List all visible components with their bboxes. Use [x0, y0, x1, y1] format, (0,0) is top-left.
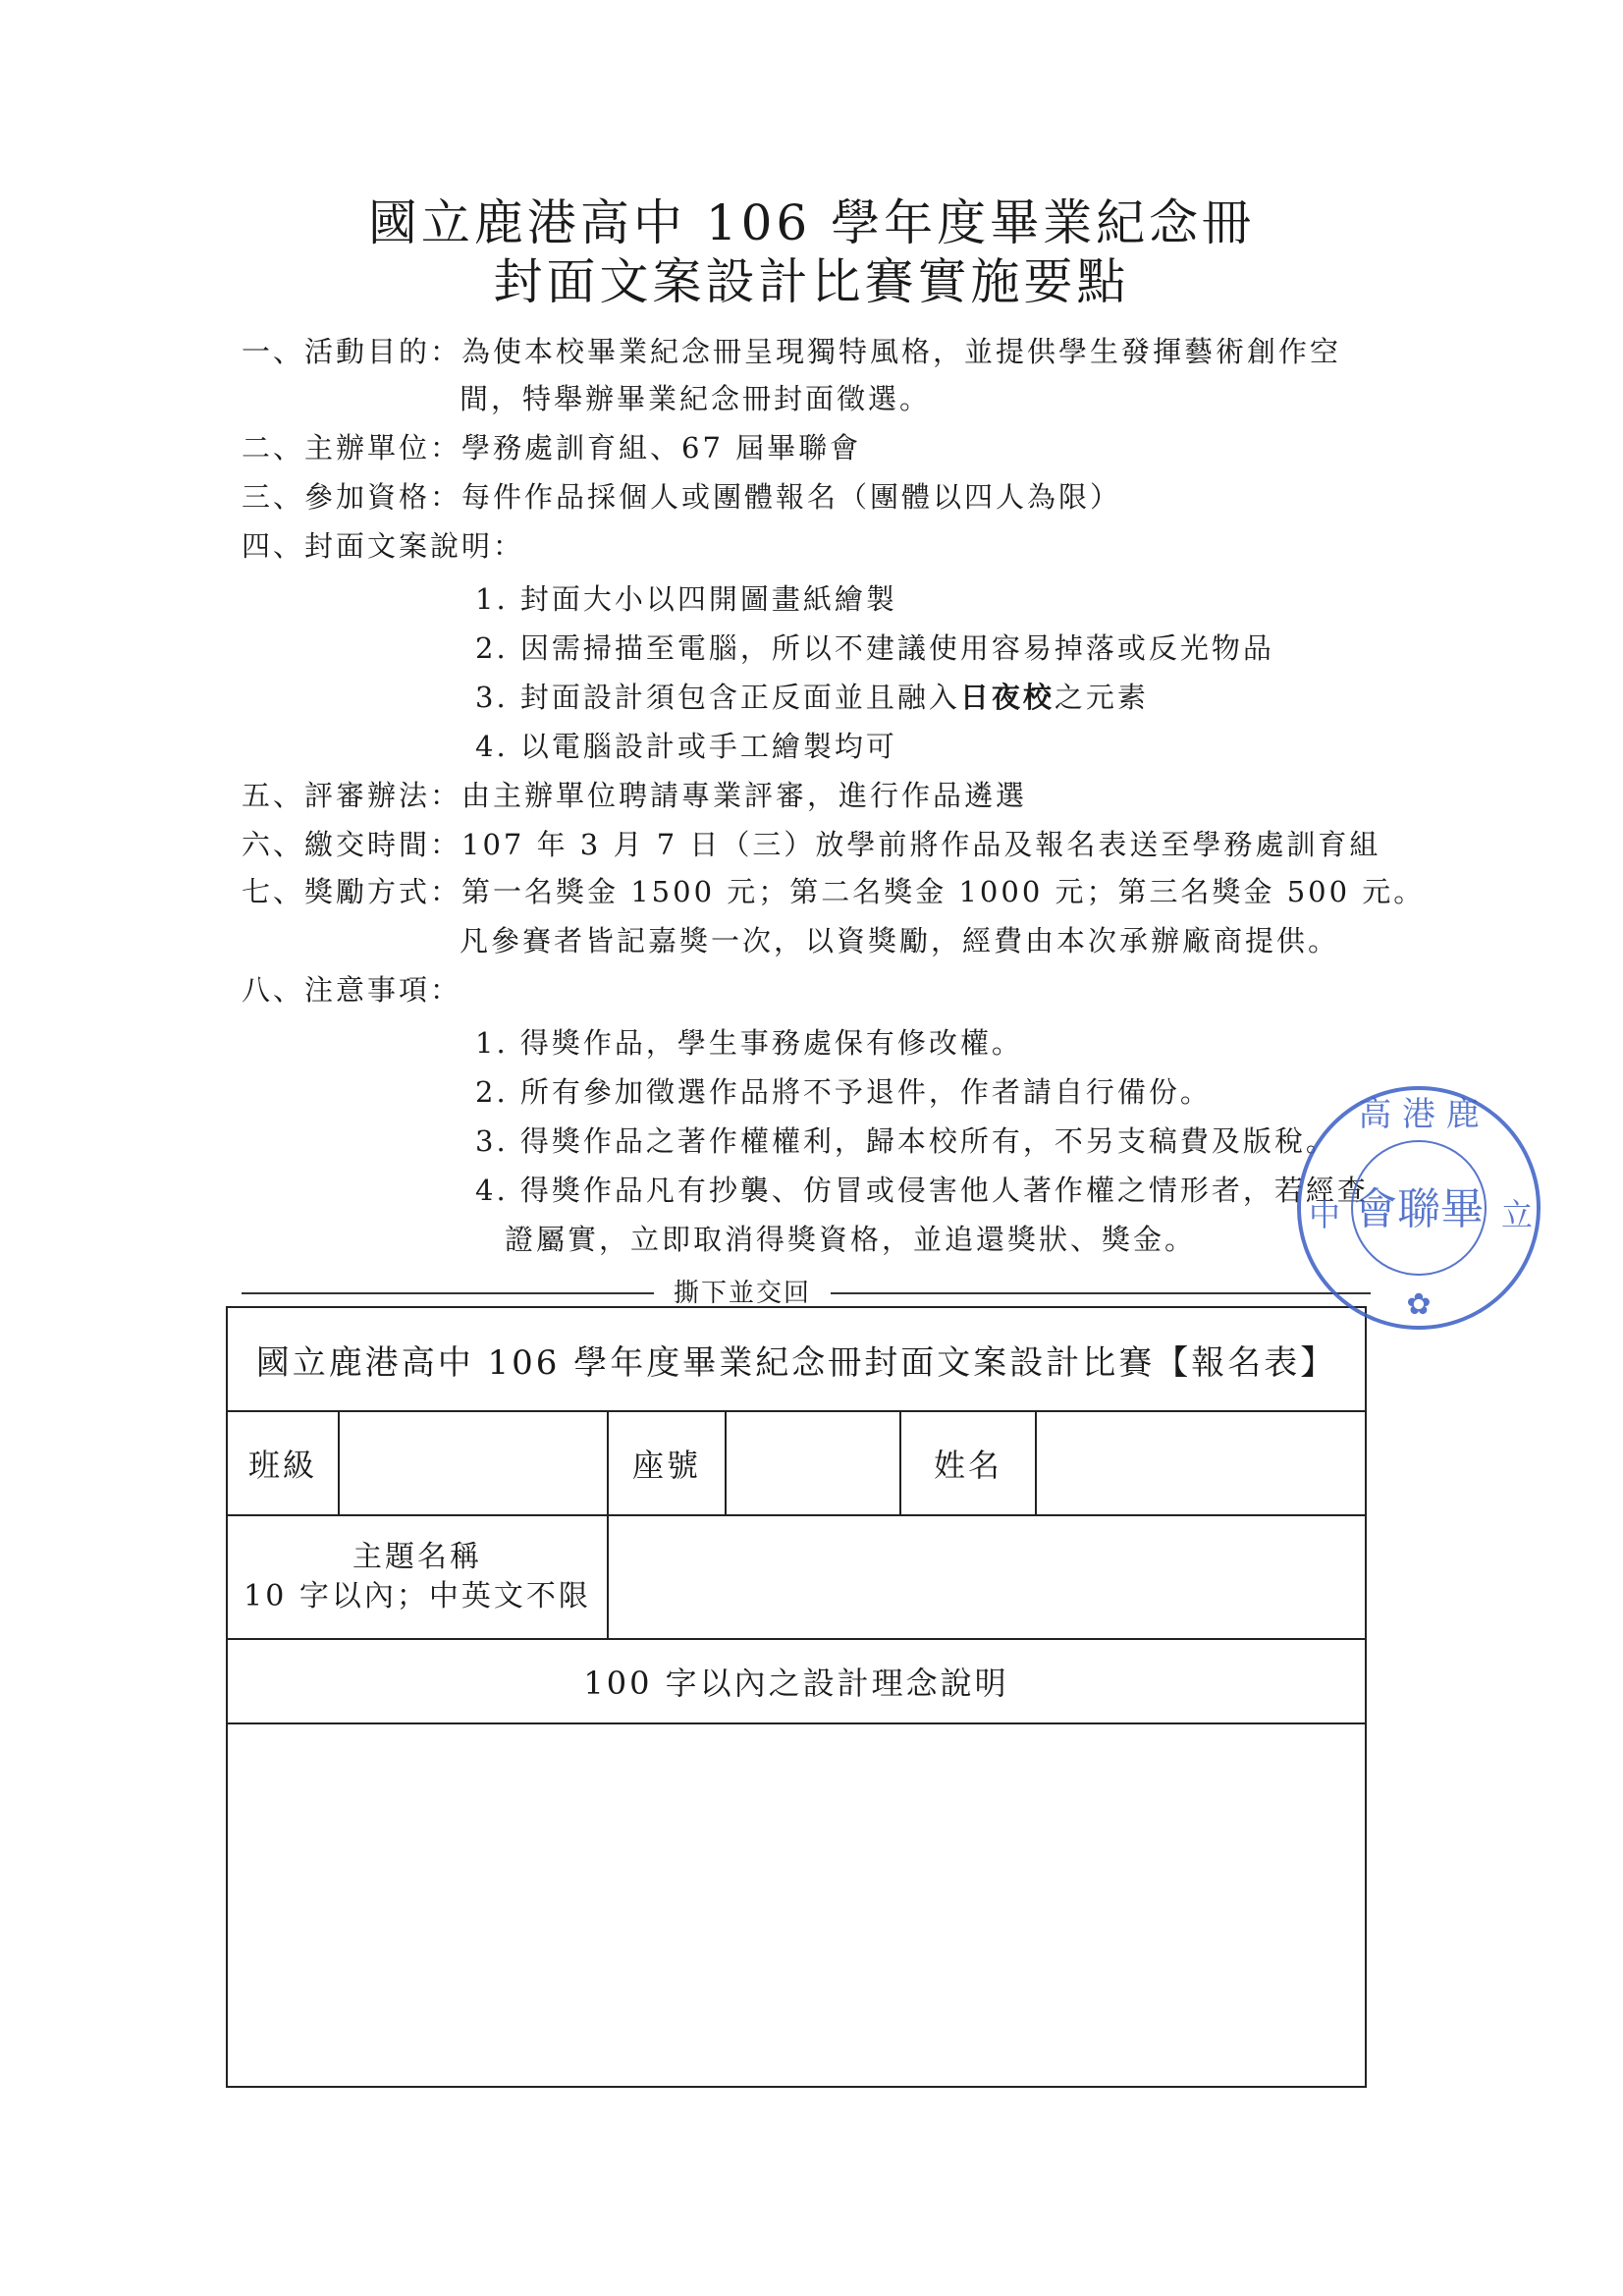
section-cover-description-label: 四、封面文案說明： [242, 529, 525, 563]
note-item-3: 3. 得獎作品之著作權權利，歸本校所有，不另支稿費及版稅。 [475, 1124, 1337, 1158]
registration-form [226, 1306, 1367, 2088]
section-purpose [242, 334, 1400, 369]
svg-text:高 港 鹿: 高 港 鹿 [1358, 1095, 1480, 1134]
note-item-4: 4. 得獎作品凡有抄襲、仿冒或侵害他人著作權之情形者，若經查 [475, 1174, 1369, 1207]
section-deadline-label: 六、繳交時間： [242, 828, 462, 861]
section-organizer [242, 430, 1400, 465]
cover-item-3-bold: 日夜校 [959, 681, 1055, 714]
name-label: 姓名 [933, 1447, 1002, 1484]
section-deadline-text: 107 年 3 月 7 日（三）放學前將作品及報名表送至學務處訓育組 [461, 828, 1381, 861]
class-label: 班級 [247, 1447, 317, 1484]
cover-item-3-text: 3. 封面設計須包含正反面並且融入 [475, 681, 960, 714]
theme-label-cell [228, 1516, 607, 1638]
tear-off-label: 撕下並交回 [673, 1279, 811, 1308]
name-input[interactable] [1037, 1412, 1365, 1514]
cover-item-4: 4. 以電腦設計或手工繪製均可 [475, 730, 897, 763]
tear-off-divider [242, 1279, 1371, 1308]
theme-note: 10 字以內；中英文不限 [243, 1579, 591, 1613]
section-awards-text-1: 第一名獎金 1500 元；第二名獎金 1000 元；第三名獎金 500 元。 [461, 875, 1426, 908]
seat-input[interactable] [727, 1412, 899, 1514]
seat-label: 座號 [631, 1447, 701, 1484]
section-cover-description [242, 528, 1400, 564]
class-input[interactable] [340, 1412, 607, 1514]
section-eligibility-text: 每件作品採個人或團體報名（團體以四人為限） [461, 480, 1122, 514]
section-judging [242, 778, 1400, 813]
section-awards-text-2: 凡參賽者皆記嘉獎一次，以資獎勵，經費由本次承辦廠商提供。 [460, 924, 1340, 957]
section-notes [242, 972, 1400, 1008]
concept-label: 100 字以內之設計理念說明 [583, 1665, 1009, 1702]
svg-text:中: 中 [1308, 1196, 1341, 1233]
document-title-line-1: 國立鹿港高中 106 學年度畢業紀念冊 [367, 194, 1256, 251]
section-eligibility-label: 三、參加資格： [242, 480, 462, 514]
theme-label: 主題名稱 [352, 1540, 482, 1574]
cover-item-1: 1. 封面大小以四開圖畫紙繪製 [475, 582, 897, 616]
section-purpose-label: 一、活動目的： [242, 335, 462, 368]
note-item-4-cont: 證屬實，立即取消得獎資格，並追還獎狀、獎金。 [505, 1223, 1197, 1256]
cover-item-3-tail: 之元素 [1054, 681, 1149, 714]
svg-text:會聯畢: 會聯畢 [1354, 1184, 1484, 1234]
svg-text:✿: ✿ [1406, 1287, 1432, 1322]
note-item-2: 2. 所有參加徵選作品將不予退件，作者請自行備份。 [475, 1075, 1212, 1109]
section-awards [242, 874, 1426, 909]
concept-input[interactable] [228, 1724, 1365, 2086]
cover-item-2: 2. 因需掃描至電腦，所以不建議使用容易掉落或反光物品 [475, 631, 1274, 665]
section-organizer-label: 二、主辦單位： [242, 431, 462, 465]
tear-off-rule-left [242, 1292, 654, 1294]
section-judging-label: 五、評審辦法： [242, 779, 462, 812]
section-deadline [242, 827, 1400, 862]
form-title: 國立鹿港高中 106 學年度畢業紀念冊封面文案設計比賽【報名表】 [255, 1342, 1337, 1383]
section-purpose-text-2: 間，特舉辦畢業紀念冊封面徵選。 [460, 382, 932, 415]
section-awards-label: 七、獎勵方式： [242, 875, 462, 908]
cover-item-3 [475, 680, 1359, 715]
theme-input[interactable] [609, 1516, 1365, 1638]
section-eligibility [242, 479, 1400, 515]
section-notes-label: 八、注意事項： [242, 973, 462, 1007]
document-title-line-2: 封面文案設計比賽實施要點 [493, 253, 1130, 310]
note-item-1: 1. 得獎作品，學生事務處保有修改權。 [475, 1026, 1023, 1060]
section-purpose-text-1: 為使本校畢業紀念冊呈現獨特風格，並提供學生發揮藝術創作空 [461, 335, 1342, 368]
section-organizer-text: 學務處訓育組、67 屆畢聯會 [461, 431, 862, 465]
seal-stamp [1271, 1061, 1566, 1355]
section-judging-text: 由主辦單位聘請專業評審，進行作品遴選 [461, 779, 1028, 812]
svg-text:立: 立 [1500, 1196, 1534, 1233]
